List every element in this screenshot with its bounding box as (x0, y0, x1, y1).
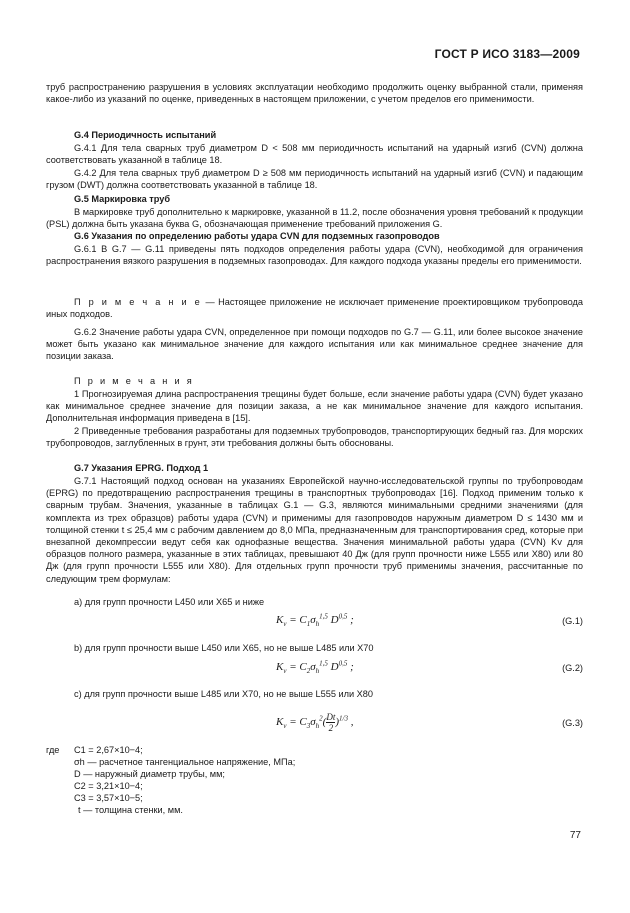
notes-label: П р и м е ч а н и я (74, 376, 195, 386)
case-c-text: c) для групп прочности выше L485 или X70, но не выше L555 или X80 (74, 689, 374, 699)
case-b-text: b) для групп прочности выше L450 или X65, но не выше L485 или X70 (74, 643, 374, 653)
g5-paragraph: В маркировке труб дополнительно к маркировке, указанной в 11.2, после обозначения уровня требований к продукции (PSL) должна быть указана буква G, обозначающая применение требований приложения G. (46, 207, 583, 230)
where-c1: C1 = 2,67×10−4; (74, 745, 143, 755)
where-c2: C2 = 3,21×10−4; (74, 781, 143, 791)
g6-1-paragraph: G.6.1 В G.7 — G.11 приведены пять подходов определения работы удара (CVN), необходимой для ограничения распространения вязкого разрушения в подземных газопроводах. Для каждого подхода указаны пределы его применимости. (46, 244, 583, 267)
where-sigma: σh — расчетное тангенциальное напряжение, МПа; (74, 757, 296, 767)
g7-1-paragraph: G.7.1 Настоящий подход основан на указаниях Европейской научно-исследовательской группы по трубопроводам (EPRG) по предотвращению распространения трещины в транспортных трубопроводах [16]. Подход применим только к сварным трубам. Значения, указанные в таблицах G.1 — G.3, являются минимальными средними значениями (для комплекта из трех образцов) работы удара (CVN) и применимы для газопроводов наружным диаметром D ≤ 1430 мм и толщиной стенки t ≤ 25,4 мм с рабочим давлением до 8,0 МПа, предназначенным для транспортирования сред, которые при внезапной декомпрессии ведут себя как однофазные вещества. Значения минимальной работы удара (CVN) Kv для образцов полного размера, указанные в этих таблицах, превышают 40 Дж (для групп прочности ниже L555 или X80) или 80 Дж (для групп прочности L555 или X80). Для отдельных групп прочности труб применимы значения, рассчитанные по следующим трем формулам: (46, 476, 583, 584)
section-g4-title: G.4 Периодичность испытаний (74, 130, 217, 140)
page-number: 77 (569, 830, 581, 841)
equation-number-g3: (G.3) (562, 718, 583, 728)
note-2: 2 Приведенные требования разработаны для подземных трубопроводов, транспортирующих бедный газ. Для морских трубопроводов, заглубленных в грунт, эти требования должны быть обоснованы. (46, 426, 583, 449)
g6-2-paragraph: G.6.2 Значение работы удара CVN, определенное при помощи подходов по G.7 — G.11, или более высокое значение может быть указано как минимальное значение для каждого испытания или как минимальное среднее значение для позиции заказа. (46, 327, 583, 362)
equation-number-g1: (G.1) (562, 616, 583, 626)
where-d: D — наружный диаметр трубы, мм; (74, 769, 225, 779)
where-label: где (46, 745, 60, 755)
g4-1-paragraph: G.4.1 Для тела сварных труб диаметром D < 508 мм периодичность испытаний на ударный изгиб (CVN) должна соответствовать указанной в таблице 18. (46, 143, 583, 166)
g6-note (46, 296, 583, 320)
formula-g3-row (46, 712, 583, 736)
formula-g2: $K_v = C_2\sigma_h^{1,5}$ D$^{0,5}$ ; (276, 659, 354, 676)
formula-g2-row (46, 661, 583, 677)
note-1: 1 Прогнозируемая длина распространения трещины будет больше, если значение работы удара (CVN) будет указано как минимальное среднее значение для позиции заказа, а не как минимальное значение для каждого испытания. Дополнительная информация приведена в [15]. (46, 389, 583, 424)
g4-2-paragraph: G.4.2 Для тела сварных труб диаметром D ≥ 508 мм периодичность испытаний на ударный изгиб (CVN) и падающим грузом (DWT) должна соответствовать указанной в таблице 18. (46, 168, 583, 191)
formula-g3: $K_v = C_3\sigma_h^2$( $\frac{Dt}{2}$ )$^{1/3}$ , (276, 712, 354, 733)
document-header: ГОСТ Р ИСО 3183—2009 (434, 47, 580, 61)
equation-number-g2: (G.2) (562, 663, 583, 673)
section-g7-title: G.7 Указания EPRG. Подход 1 (74, 463, 209, 473)
formula-g1-row (46, 614, 583, 630)
intro-paragraph: труб распространению разрушения в условиях эксплуатации необходимо продолжить оценку выбранной стали, применяя какое-либо из указаний по оценке, приведенных в настоящем приложении, с учетом пределов его применимости. (46, 82, 583, 105)
where-t: t — толщина стенки, мм. (78, 805, 183, 815)
case-a-text: a) для групп прочности L450 или X65 и ниже (74, 597, 265, 607)
formula-g1: $K_v = C_1\sigma_h^{1,5}$ D$^{0,5}$ ; (276, 612, 354, 629)
note-label: П р и м е ч а н и е (74, 297, 203, 307)
where-block (46, 745, 346, 825)
section-g6-title: G.6 Указания по определению работы удара CVN для подземных газопроводов (74, 231, 440, 241)
note-text: — Настоящее приложение не исключает применение проектировщиком трубопровода иных подходов. (46, 297, 583, 320)
where-c3: C3 = 3,57×10−5; (74, 793, 143, 803)
section-g5-title: G.5 Маркировка труб (74, 194, 171, 204)
